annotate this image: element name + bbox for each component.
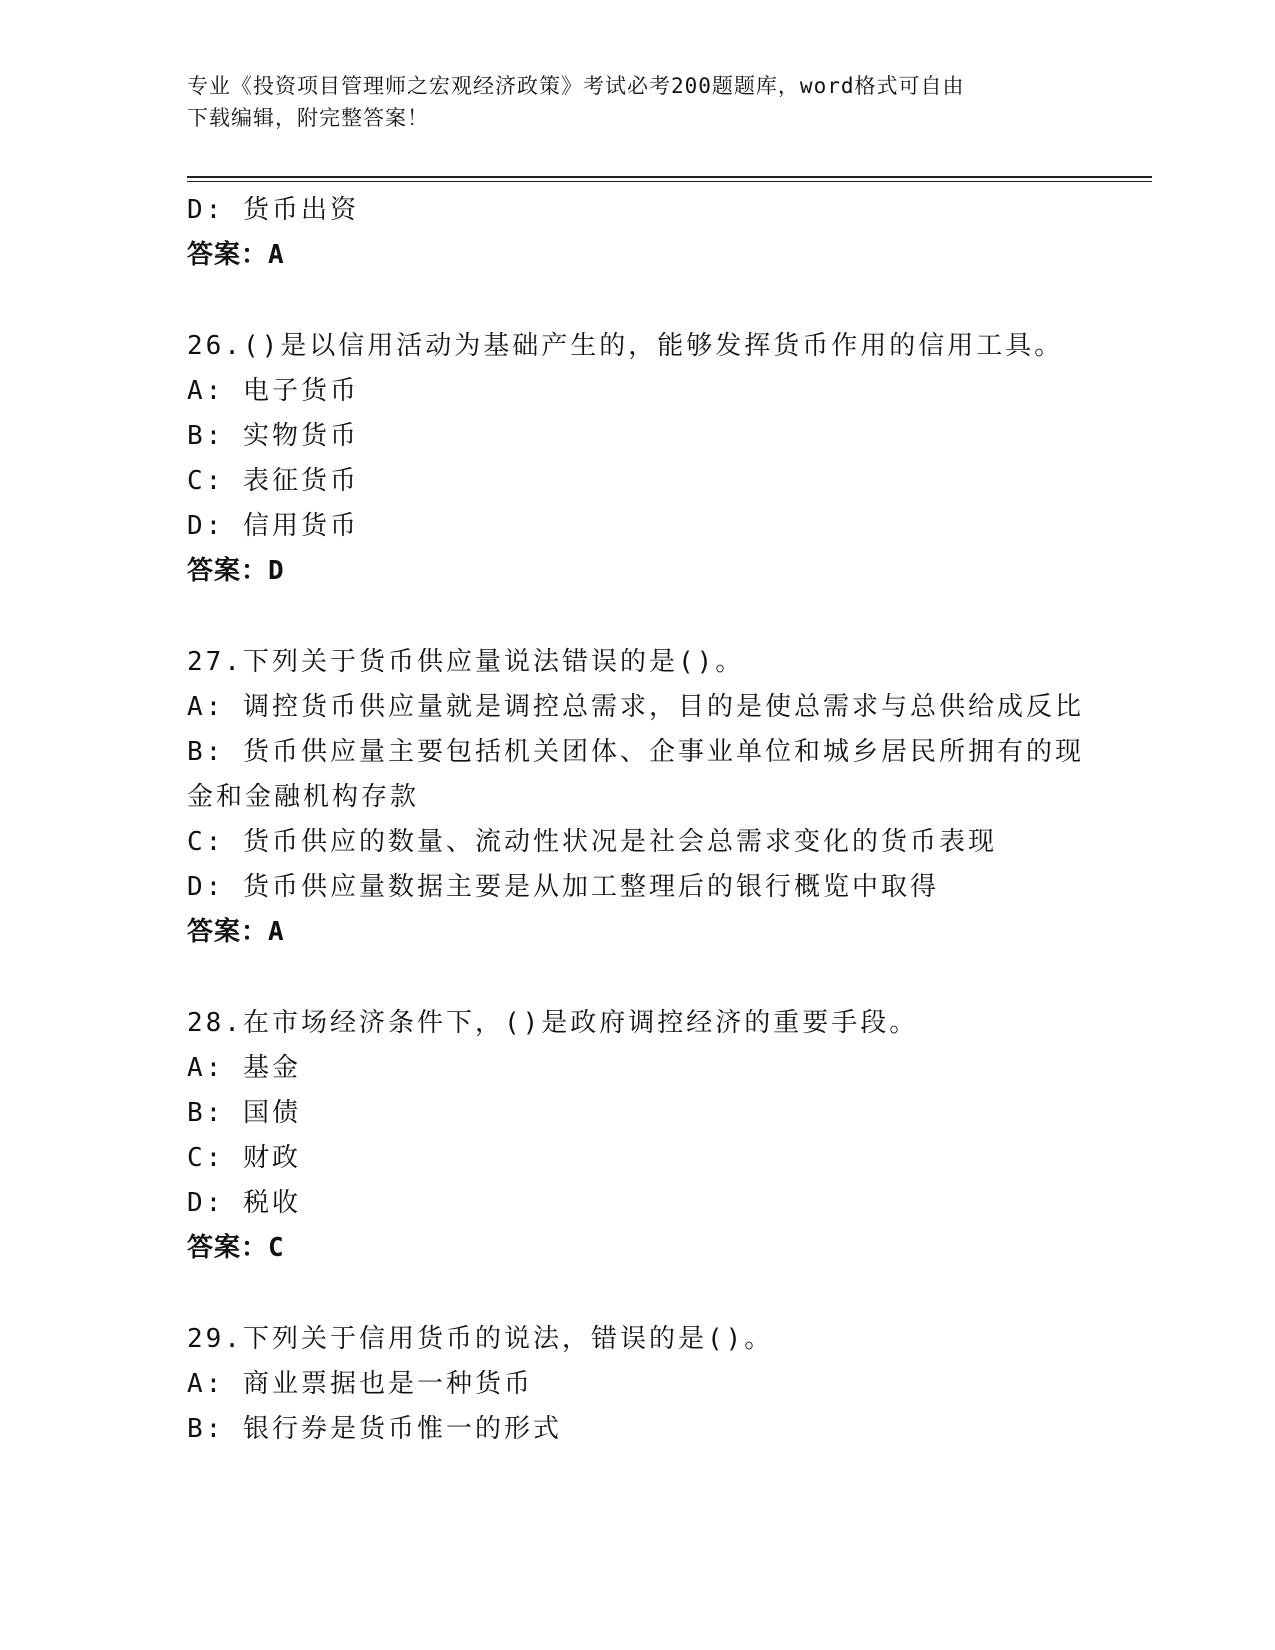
option-a: A: 基金 (187, 1053, 301, 1083)
question-stem: 26.()是以信用活动为基础产生的，能够发挥货币作用的信用工具。 (187, 331, 1064, 361)
prev-answer: 答案：A (187, 240, 285, 270)
answer: 答案：A (187, 917, 285, 947)
question-list (187, 188, 1087, 1452)
question-stem: 28.在市场经济条件下，()是政府调控经济的重要手段。 (187, 1008, 919, 1038)
option-a: A: 调控货币供应量就是调控总需求，目的是使总需求与总供给成反比 (187, 692, 1084, 722)
option-d: D: 货币供应量数据主要是从加工整理后的银行概览中取得 (187, 872, 939, 902)
option-a: A: 商业票据也是一种货币 (187, 1369, 533, 1399)
option-c: C: 财政 (187, 1143, 301, 1173)
option-d: D: 税收 (187, 1188, 301, 1218)
question-29 (187, 1317, 1087, 1452)
header-divider-thick (187, 176, 1152, 178)
option-b: B: 货币供应量主要包括机关团体、企事业单位和城乡居民所拥有的现 (187, 737, 1084, 767)
option-b: B: 银行券是货币惟一的形式 (187, 1414, 562, 1444)
option-c: C: 表征货币 (187, 466, 359, 496)
answer: 答案：D (187, 556, 285, 586)
option-b-continued: 金和金融机构存款 (187, 782, 420, 812)
answer: 答案：C (187, 1233, 285, 1263)
question-27 (187, 640, 1087, 955)
option-c: C: 货币供应的数量、流动性状况是社会总需求变化的货币表现 (187, 827, 997, 857)
header-divider-thin (187, 181, 1152, 182)
header-line-1: 专业《投资项目管理师之宏观经济政策》考试必考200题题库，word格式可自由 (187, 74, 965, 98)
question-stem: 29.下列关于信用货币的说法，错误的是()。 (187, 1324, 774, 1354)
option-a: A: 电子货币 (187, 376, 359, 406)
prev-option-d: D: 货币出资 (187, 195, 359, 225)
header-line-2: 下载编辑，附完整答案！ (187, 106, 429, 130)
question-26 (187, 324, 1087, 594)
question-stem: 27.下列关于货币供应量说法错误的是()。 (187, 647, 745, 677)
option-d: D: 信用货币 (187, 511, 359, 541)
document-header (187, 70, 1067, 134)
question-28 (187, 1001, 1087, 1271)
option-b: B: 实物货币 (187, 421, 359, 451)
option-b: B: 国债 (187, 1098, 301, 1128)
